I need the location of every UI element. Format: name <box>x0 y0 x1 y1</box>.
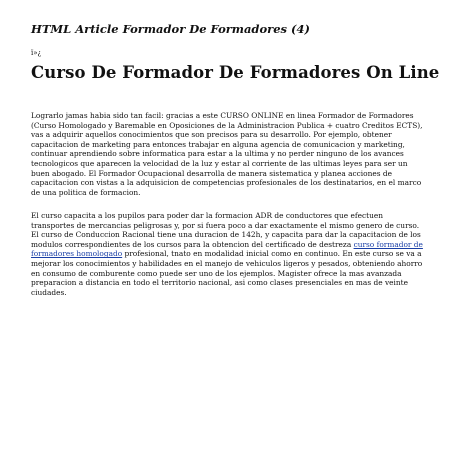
article-paragraph-2 <box>31 211 426 297</box>
article-paragraph-1: Lograrlo jamas habia sido tan facil: gracias a este CURSO ONLINE en linea Formador de Formadores (Curso Homologado y Baremable en Oposiciones de la Administracion Publica + cuatro Creditos ECTS), vas a adquirir aquellos conocimientos que son precisos para su desarrollo. Por ejemplo, obtener capacitacion de marketing para entonces trabajar en alguna agencia de comunicacion y marketing, continuar aprendiendo sobre informatica para estar a la ultima y no perder ninguno de los avances tecnologicos que aparecen la velocidad de la luz y estar al corriente de las ultimas leyes para ser un buen abogado. El Formador Ocupacional desarrolla de manera sistematica y planea acciones de capacitacion con vistas a la adquisicion de competencias profesionales de los destinatarios, en el marco de una politica de formacion. <box>31 111 423 197</box>
article-title: Curso De Formador De Formadores On Line <box>31 63 440 82</box>
paragraph-2-text-start: El curso capacita a los pupilos para poder dar la formacion ADR de conductores que efectuen transportes de mercancias peligrosas y, por si fuera poco a dar exactamente el mismo genero de curso. El curso de Conduccion Racional tiene una duracion de 142h, y capacita para dar la capacitacion de los modulos correspondientes de los cursos para la obtencion del certificado de destreza <box>31 211 421 249</box>
course-link[interactable]: curso formador de formadores homologado <box>31 239 423 259</box>
bom-characters: ï»¿ <box>31 49 42 57</box>
paragraph-2-text-end: profesional, tnato en modalidad inicial como en continuo. En este curso se va a mejorar los conocimientos y habilidades en el manejo de vehiculos ligeros y pesados, obteniendo ahorro en consumo de comburente como puede ser uno de los ejemplos. Magister ofrece la mas avanzada preparacion a distancia en todo el territorio nacional, asi como clases presenciales en mas de veinte ciudades. <box>31 249 423 297</box>
document-header-title: HTML Article Formador De Formadores (4) <box>31 22 310 36</box>
